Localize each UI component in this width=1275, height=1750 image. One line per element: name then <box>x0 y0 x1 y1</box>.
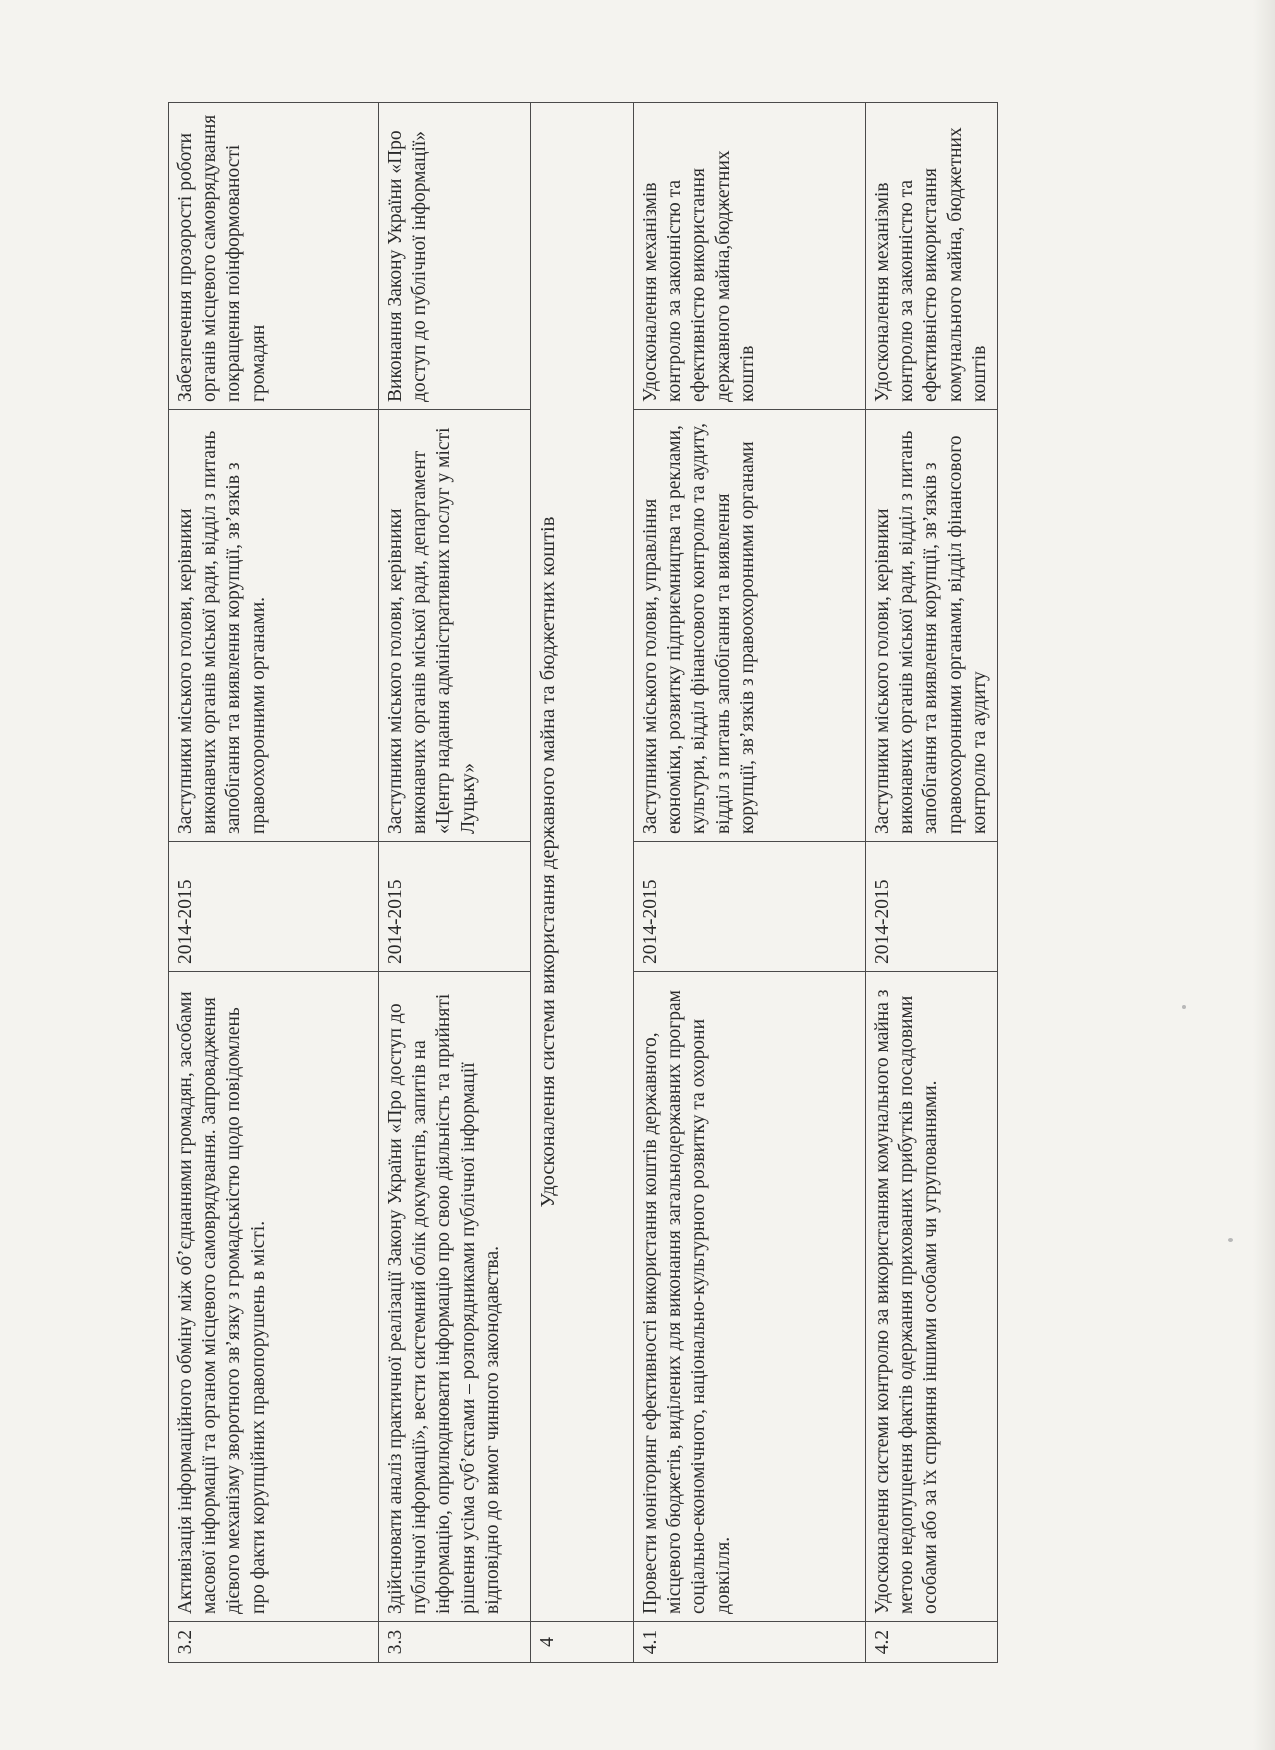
result-cell: Удосконалення механізмів контролю за законністю та ефективністю використання комунального майна, бюджетних коштів <box>866 103 998 410</box>
task-cell: Здійснювати аналіз практичної реалізації Закону України «Про доступ до публічної інформації», вести системний облік документів, запитів на інформацію, оприлюднювати інформацію про свою діяльність та прийняті рішення усіма суб’єктами – розпорядниками публічної інформації відповідно до вимог чинного законодавства. <box>379 972 531 1622</box>
row-number: 4.2 <box>866 1622 998 1663</box>
executors-cell: Заступники міського голови, керівники виконавчих органів міської ради, відділ з питань запобігання та виявлення корупції, зв’язків з правоохоронними органами. <box>169 410 379 842</box>
executors-cell: Заступники міського голови, керівники виконавчих органів міської ради, департамент «Центр надання адміністративних послуг у місті Луцьку» <box>379 410 531 842</box>
term-cell: 2014-2015 <box>634 842 866 972</box>
row-number: 4.1 <box>634 1622 866 1663</box>
scan-speck <box>1182 1005 1186 1009</box>
term-cell: 2014-2015 <box>866 842 998 972</box>
section-title: Удосконалення системи використання державного майна та бюджетних коштів <box>531 103 634 1622</box>
executors-cell: Заступники міського голови, керівники виконавчих органів міської ради, відділ з питань запобігання та виявлення корупції, зв’язків з правоохоронними органами, відділ фінансового контролю та аудиту <box>866 410 998 842</box>
row-number: 3.2 <box>169 1622 379 1663</box>
table-row <box>866 103 998 1663</box>
table-row <box>379 103 531 1663</box>
section-header-row <box>531 103 634 1663</box>
measures-table <box>168 102 998 1663</box>
term-cell: 2014-2015 <box>169 842 379 972</box>
row-number: 3.3 <box>379 1622 531 1663</box>
term-cell: 2014-2015 <box>379 842 531 972</box>
table-row <box>169 103 379 1663</box>
task-cell: Провести моніторинг ефективності використання коштів державного, місцевого бюджетів, виділених для виконання загальнодержавних програм соціально-економічного, національно-культурного розвитку та охорони довкілля. <box>634 972 866 1622</box>
result-cell: Забезпечення прозорості роботи органів місцевого самоврядування покращення поінформованості громадян <box>169 103 379 410</box>
task-cell: Удосконалення системи контролю за використанням комунального майна з метою недопущення фактів одержання прихованих прибутків посадовими особами або за їх сприяння іншими особами чи угрупованнями. <box>866 972 998 1622</box>
task-cell: Активізація інформаційного обміну між об’єднаннями громадян, засобами масової інформації та органом місцевого самоврядування. Запровадження дієвого механізму зворотного зв’язку з громадськістю щодо повідомлень про факти корупційних правопорушень в місті. <box>169 972 379 1622</box>
executors-cell: Заступники міського голови, управління економіки, розвитку підприємництва та реклами, культури, відділ фінансового контролю та аудиту, відділ з питань запобігання та виявлення корупції, зв’язків з правоохоронними органами <box>634 410 866 842</box>
result-cell: Виконання Закону України «Про доступ до публічної інформації» <box>379 103 531 410</box>
result-cell: Удосконалення механізмів контролю за законністю та ефективністю використання державного майна,бюджетних коштів <box>634 103 866 410</box>
section-number: 4 <box>531 1622 634 1663</box>
scan-edge-shadow <box>1253 0 1275 1750</box>
table-row <box>634 103 866 1663</box>
rotated-page-content <box>168 103 990 1663</box>
scan-speck <box>1228 1238 1233 1242</box>
